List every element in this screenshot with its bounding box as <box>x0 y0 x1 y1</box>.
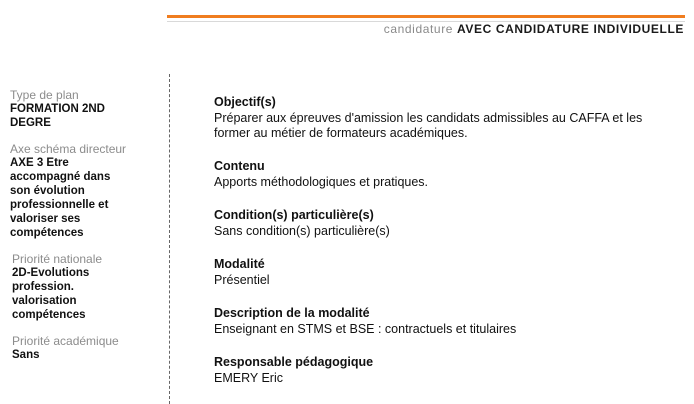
section-title: Contenu <box>214 159 265 173</box>
sidebar-label: Priorité nationale <box>12 252 103 266</box>
sidebar-value: FORMATION 2ND DEGRE <box>10 103 105 129</box>
sidebar-label: Priorité académique <box>12 334 119 348</box>
main-content <box>214 95 684 404</box>
sidebar-value: Sans <box>12 349 40 361</box>
section-text: Préparer aux épreuves d'amission les candidats admissibles au CAFFA et les former au métier de formateurs académiques. <box>214 111 643 140</box>
section-text: Apports méthodologiques et pratiques. <box>214 175 429 189</box>
section-modalite <box>214 257 684 288</box>
sidebar-priorite-academique <box>10 334 160 362</box>
sidebar-priorite-nationale <box>10 252 160 322</box>
sidebar-axe-schema <box>10 142 160 240</box>
section-contenu <box>214 159 684 190</box>
sidebar <box>10 88 160 374</box>
header-prefix: candidature <box>383 22 454 36</box>
section-conditions <box>214 208 684 239</box>
column-divider <box>169 74 170 404</box>
header-title: AVEC CANDIDATURE INDIVIDUELLE <box>457 22 684 36</box>
section-title: Condition(s) particulière(s) <box>214 208 374 222</box>
sidebar-value: AXE 3 Etre accompagné dans son évolution professionnelle et valoriser ses compétences <box>10 157 111 239</box>
section-title: Responsable pédagogique <box>214 355 374 369</box>
section-description-modalite <box>214 306 684 337</box>
section-objectifs <box>214 95 684 141</box>
section-title: Modalité <box>214 257 265 271</box>
section-title: Description de la modalité <box>214 306 370 320</box>
section-text: Sans condition(s) particulière(s) <box>214 224 390 238</box>
section-title: Objectif(s) <box>214 95 276 109</box>
sidebar-value: 2D-Evolutions profession. valorisation compétences <box>12 267 90 321</box>
sidebar-type-plan <box>10 88 160 130</box>
sidebar-label: Type de plan <box>10 88 79 102</box>
section-text: EMERY Eric <box>214 371 284 385</box>
candidature-header <box>384 22 684 36</box>
section-text: Présentiel <box>214 273 270 287</box>
header-accent-rule <box>167 15 685 18</box>
section-text: Enseignant en STMS et BSE : contractuels et titulaires <box>214 322 517 336</box>
section-responsable <box>214 355 684 386</box>
sidebar-label: Axe schéma directeur <box>10 142 127 156</box>
